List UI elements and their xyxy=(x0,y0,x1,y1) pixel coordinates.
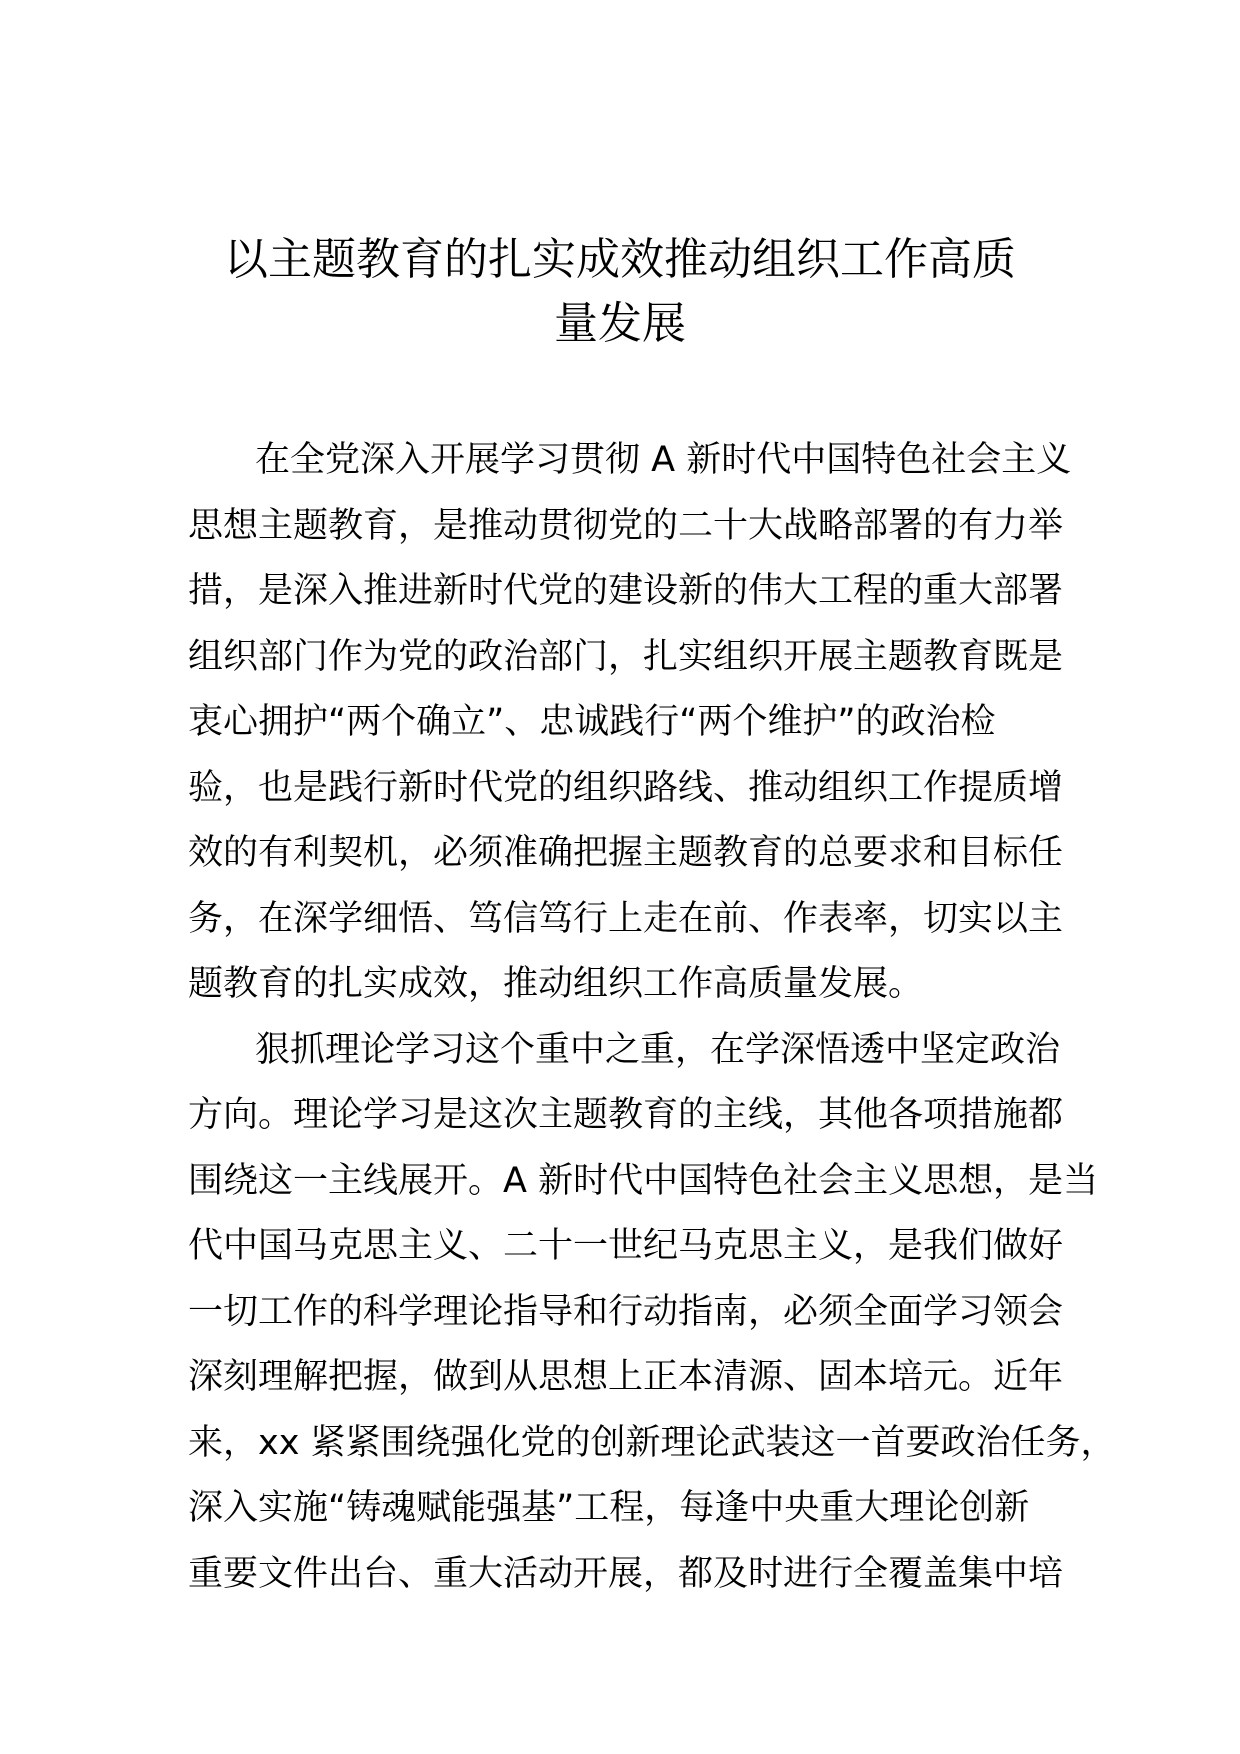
text-line: 效的有利契机，必须准确把握主题教育的总要求和目标任 xyxy=(188,833,1064,873)
text-line: 衷心拥护“两个确立”、忠诚践行“两个维护”的政治检 xyxy=(188,702,996,742)
text-line: 重要文件出台、重大活动开展，都及时进行全覆盖集中培 xyxy=(188,1553,1064,1594)
title-line: 以主题教育的扎实成效推动组织工作高质 xyxy=(224,234,1016,285)
document-title xyxy=(150,228,1090,356)
text-line: 在全党深入开展学习贯彻 A 新时代中国特色社会主义 xyxy=(255,440,1072,480)
text-line: 验，也是践行新时代党的组织路线、推动组织工作提质增 xyxy=(188,767,1064,808)
paragraph xyxy=(188,1018,1116,1608)
document-body xyxy=(188,428,1116,1607)
text-line: 狠抓理论学习这个重中之重，在学深悟透中坚定政治 xyxy=(255,1029,1061,1070)
text-line: 组织部门作为党的政治部门，扎实组织开展主题教育既是 xyxy=(188,636,1064,677)
text-line: 方向。理论学习是这次主题教育的主线，其他各项措施都 xyxy=(188,1095,1064,1135)
title-line: 量发展 xyxy=(554,298,686,349)
text-line: 题教育的扎实成效，推动组织工作高质量发展。 xyxy=(188,964,924,1004)
text-line: 思想主题教育，是推动贯彻党的二十大战略部署的有力举 xyxy=(188,505,1064,546)
text-line: 来，xx 紧紧围绕强化党的创新理论武装这一首要政治任务， xyxy=(188,1422,1116,1463)
text-line: 深刻理解把握，做到从思想上正本清源、固本培元。近年 xyxy=(188,1357,1064,1397)
paragraph xyxy=(188,428,1072,1018)
text-line: 务，在深学细悟、笃信笃行上走在前、作表率，切实以主 xyxy=(188,898,1064,939)
text-line: 围绕这一主线展开。A 新时代中国特色社会主义思想，是当 xyxy=(188,1160,1099,1201)
text-line: 一切工作的科学理论指导和行动指南，必须全面学习领会 xyxy=(188,1291,1064,1332)
text-line: 措，是深入推进新时代党的建设新的伟大工程的重大部署 xyxy=(188,571,1064,611)
text-line: 代中国马克思主义、二十一世纪马克思主义，是我们做好 xyxy=(188,1226,1064,1266)
text-line: 深入实施“铸魂赋能强基”工程，每逢中央重大理论创新 xyxy=(188,1488,1030,1528)
